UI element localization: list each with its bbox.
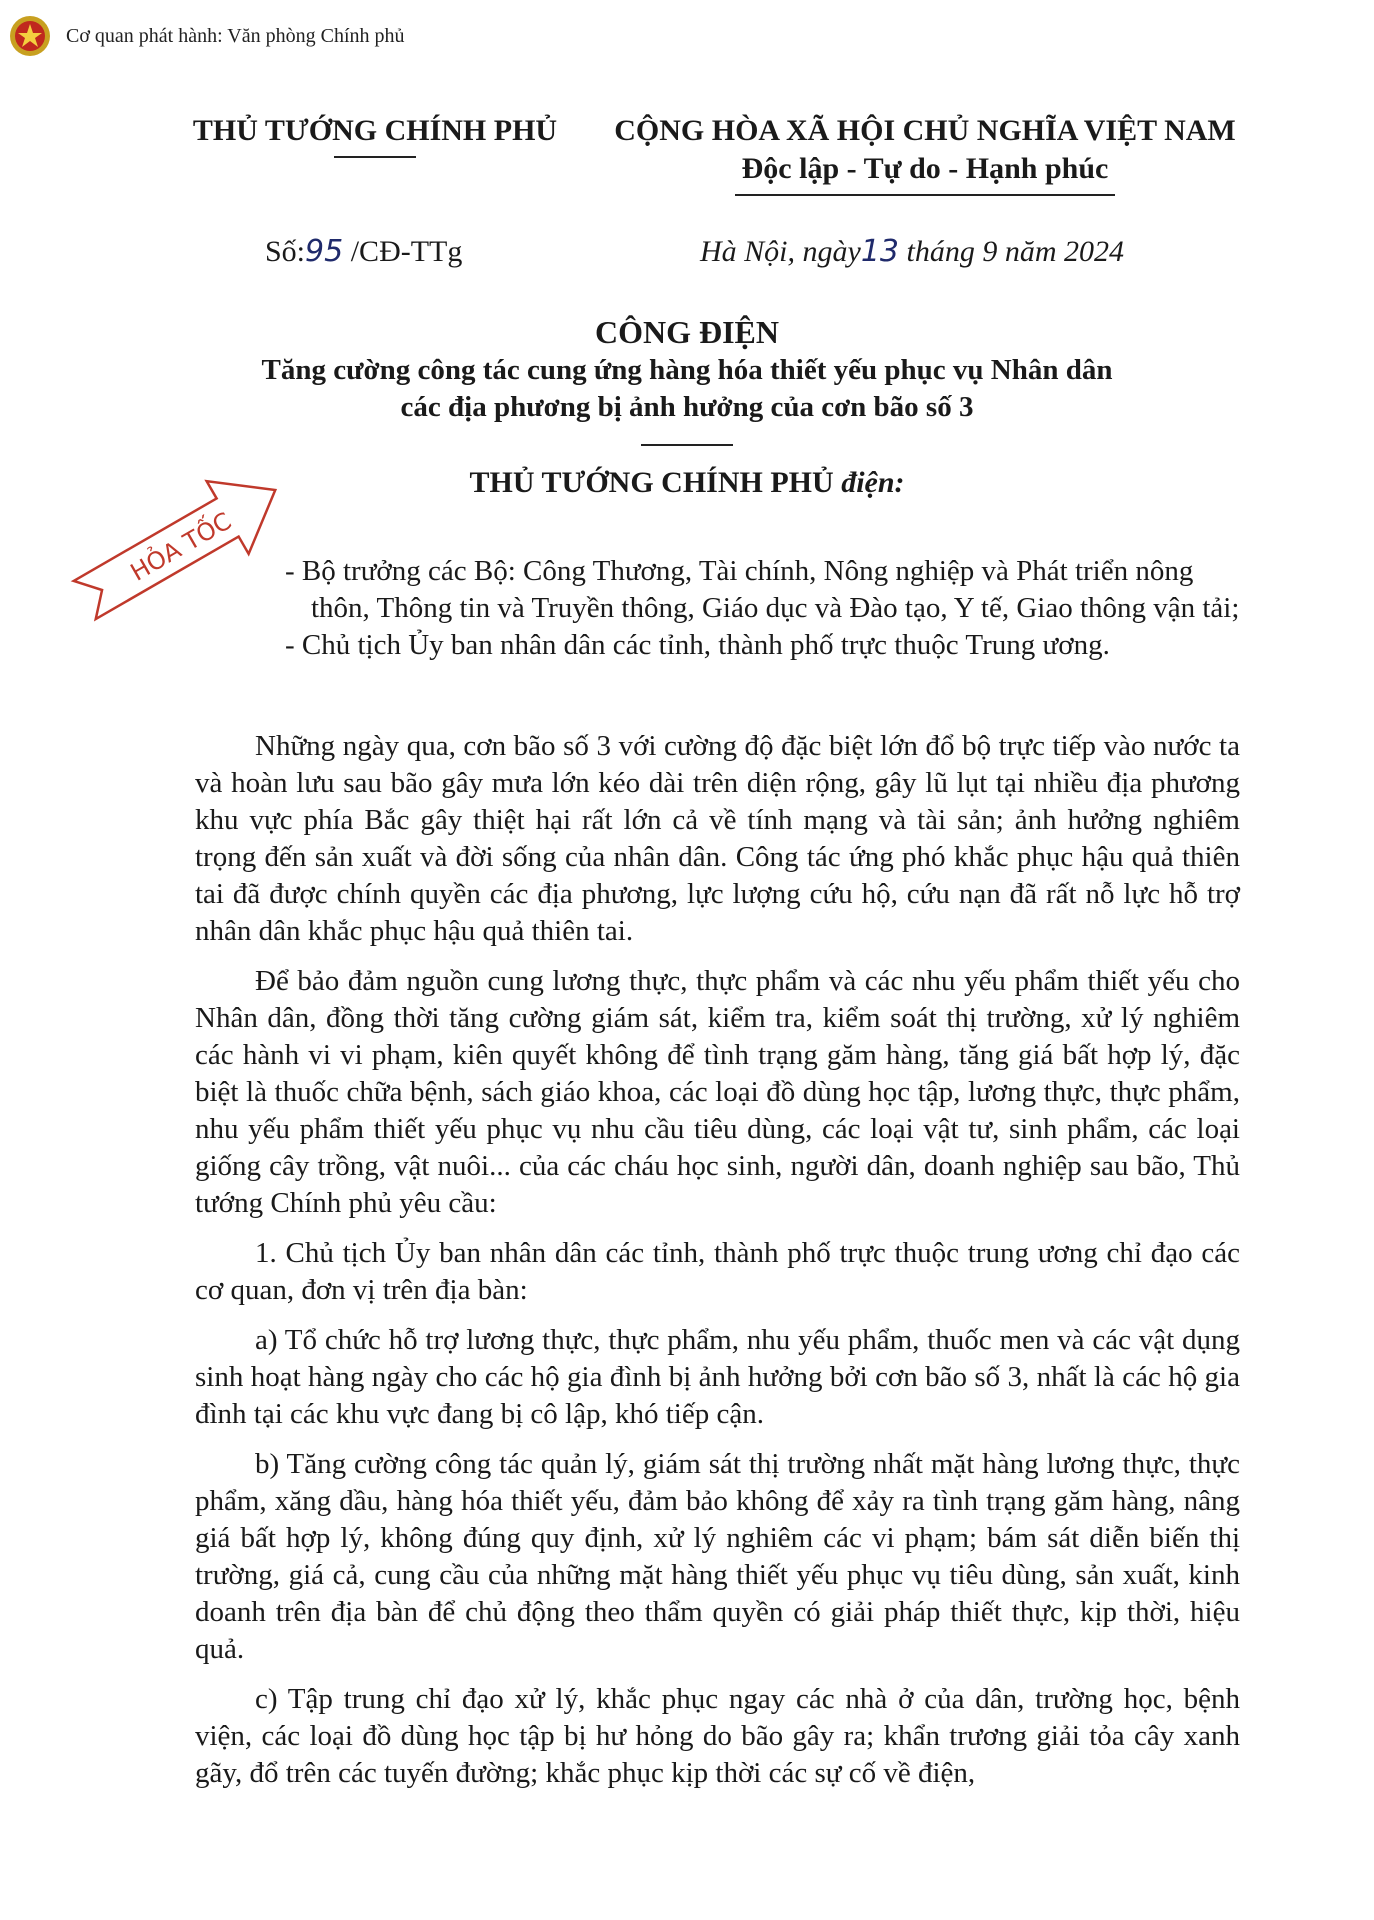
body-paragraph: a) Tổ chức hỗ trợ lương thực, thực phẩm, nhu yếu phẩm, thuốc men và các vật dụng sinh hoạt hàng ngày cho các hộ gia đình bị ảnh hưởng bởi cơn bão số 3, nhất là các hộ gia đình tại các khu vực đang bị cô lập, khó tiếp cận.: [195, 1324, 1240, 1430]
agency-underline: [334, 156, 416, 158]
document-number: [265, 234, 462, 269]
date-suffix: tháng 9 năm 2024: [899, 235, 1125, 268]
agency-name: THỦ TƯỚNG CHÍNH PHỦ: [192, 114, 558, 147]
issuer-bar: [8, 14, 405, 58]
stamp-text: HỎA TỐC: [125, 506, 237, 587]
body-paragraph: Để bảo đảm nguồn cung lương thực, thực phẩm và các nhu yếu phẩm thiết yếu cho Nhân dân, đồng thời tăng cường giám sát, kiểm tra, kiểm soát thị trường, xử lý nghiêm các hành vi vi phạm, kiên quyết không để tình trạng găm hàng, tăng giá bất hợp lý, đặc biệt là thuốc chữa bệnh, sách giáo khoa, các loại đồ dùng học tập, lương thực, thực phẩm, nhu yếu phẩm thiết yếu phục vụ nhu cầu tiêu dùng, các loại vật tư, sinh phẩm, các loại giống cây trồng, vật nuôi... của các cháu học sinh, người dân, doanh nghiệp sau bão, Thủ tướng Chính phủ yêu cầu:: [195, 965, 1240, 1219]
motto-underline: [735, 194, 1115, 196]
body-paragraph: b) Tăng cường công tác quản lý, giám sát thị trường nhất mặt hàng lương thực, thực phẩm, xăng dầu, hàng hóa thiết yếu, đảm bảo không để xảy ra tình trạng găm hàng, nâng giá bất hợp lý, không đúng quy định, xử lý nghiêm các vi phạm; bám sát diễn biến thị trường, giá cả, cung cầu của những mặt hàng thiết yếu phục vụ tiêu dùng, sản xuất, kinh doanh trên địa bàn để chủ động theo thẩm quyền có giải pháp thiết thực, kịp thời, hiệu quả.: [195, 1448, 1240, 1665]
state-emblem-icon: [8, 14, 52, 58]
recipients-list: [285, 553, 1255, 664]
document-type: CÔNG ĐIỆN: [594, 314, 779, 350]
motto: Độc lập - Tự do - Hạnh phúc: [741, 152, 1109, 185]
body-paragraph: Những ngày qua, cơn bão số 3 với cường độ đặc biệt lớn đổ bộ trực tiếp vào nước ta và hoàn lưu sau bão gây mưa lớn kéo dài trên diện rộng, gây lũ lụt tại nhiều địa phương khu vực phía Bắc gây thiệt hại rất lớn cả về tính mạng và tài sản; ảnh hưởng nghiêm trọng đến sản xuất và đời sống của nhân dân. Công tác ứng phó khắc phục hậu quả thiên tai đã được chính quyền các địa phương, lực lượng cứu hộ, cứu nạn đã rất nỗ lực hỗ trợ nhân dân khắc phục hậu quả thiên tai.: [195, 730, 1240, 947]
sender-verb: điện:: [841, 466, 905, 499]
document-body: [195, 728, 1240, 1805]
sender-name: THỦ TƯỚNG CHÍNH PHỦ: [469, 466, 842, 499]
number-prefix: Số:: [265, 235, 306, 268]
urgent-stamp: [60, 455, 300, 635]
date-day-handwritten: 13: [860, 234, 900, 269]
number-suffix: /CĐ-TTg: [343, 235, 463, 268]
recipient-item: - Bộ trưởng các Bộ: Công Thương, Tài chính, Nông nghiệp và Phát triển nông thôn, Thông tin và Truyền thông, Giáo dục và Đào tạo, Y tế, Giao thông vận tải;: [285, 555, 1240, 624]
document-date: [700, 234, 1124, 269]
recipient-item: - Chủ tịch Ủy ban nhân dân các tỉnh, thành phố trực thuộc Trung ương.: [285, 629, 1110, 661]
title-block: [0, 312, 1374, 446]
issuer-label: Cơ quan phát hành: Văn phòng Chính phủ: [66, 24, 405, 47]
national-header: [590, 112, 1260, 196]
title-underline: [641, 444, 733, 446]
body-paragraph: c) Tập trung chỉ đạo xử lý, khắc phục ngay các nhà ở của dân, trường học, bệnh viện, các loại đồ dùng học tập bị hư hỏng do bão gây ra; khẩn trương giải tỏa cây xanh gãy, đổ trên các tuyến đường; khắc phục kịp thời các sự cố về điện,: [195, 1683, 1240, 1789]
nation-name: CỘNG HÒA XÃ HỘI CHỦ NGHĨA VIỆT NAM: [614, 114, 1236, 147]
subject-line-2: các địa phương bị ảnh hưởng của cơn bão số 3: [400, 391, 974, 423]
date-prefix: Hà Nội, ngày: [700, 235, 861, 268]
agency-header: [170, 112, 580, 158]
number-handwritten: 95: [305, 234, 344, 269]
subject-line-1: Tăng cường công tác cung ứng hàng hóa thiết yếu phục vụ Nhân dân: [261, 354, 1113, 386]
body-paragraph: 1. Chủ tịch Ủy ban nhân dân các tỉnh, thành phố trực thuộc trung ương chỉ đạo các cơ quan, đơn vị trên địa bàn:: [195, 1237, 1240, 1306]
